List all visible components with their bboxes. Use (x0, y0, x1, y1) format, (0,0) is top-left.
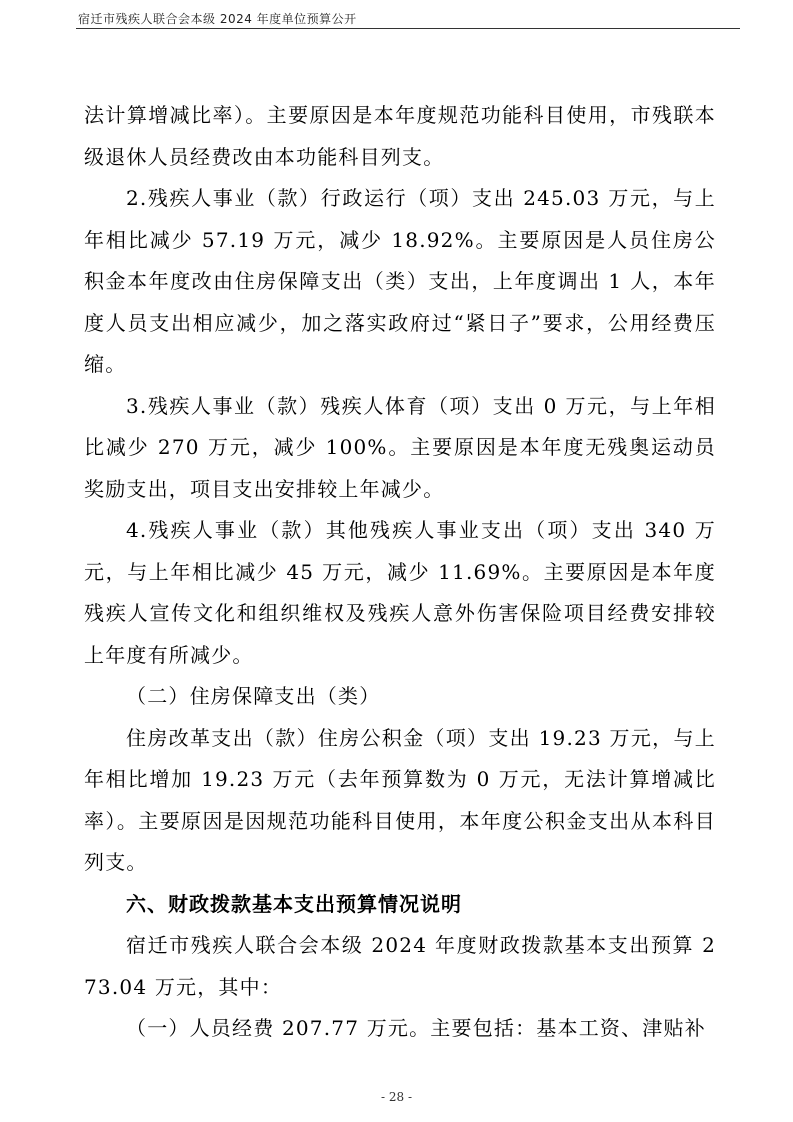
paragraph-item-4: 4.残疾人事业（款）其他残疾人事业支出（项）支出 340 万元，与上年相比减少 45 万元，减少 11.69%。主要原因是本年度残疾人宣传文化和组织维权及残疾人意外伤害保险项目经费安排较上年度有所减少。 (84, 518, 716, 667)
paragraph-personnel-expense: （一）人员经费 207.77 万元。主要包括：基本工资、津贴补 (126, 1016, 706, 1040)
header-divider (76, 28, 740, 29)
section-heading-6: 六、财政拨款基本支出预算情况说明 (126, 891, 462, 916)
paragraph-item-3: 3.残疾人事业（款）残疾人体育（项）支出 0 万元，与上年相比减少 270 万元，减少 100%。主要原因是本年度无残奥运动员奖励支出，项目支出安排较上年减少。 (84, 393, 716, 501)
page-number: - 28 - (380, 1090, 412, 1104)
document-header: 宿迁市残疾人联合会本级 2024 年度单位预算公开 (78, 12, 357, 26)
paragraph-continuation: 法计算增减比率）。主要原因是本年度规范功能科目使用，市残联本级退休人员经费改由本功能科目列支。 (84, 103, 716, 169)
paragraph-item-2: 2.残疾人事业（款）行政运行（项）支出 245.03 万元，与上年相比减少 57.19 万元，减少 18.92%。主要原因是人员住房公积金本年度改由住房保障支出（类）支出，上年度调出 1 人，本年度人员支出相应减少，加之落实政府过“紧日子”要求，公用经费压缩。 (84, 186, 716, 376)
subsection-title-housing: （二）住房保障支出（类） (126, 684, 381, 708)
paragraph-housing: 住房改革支出（款）住房公积金（项）支出 19.23 万元，与上年相比增加 19.23 万元（去年预算数为 0 万元，无法计算增减比率）。主要原因是因规范功能科目使用，本年度公积金支出从本科目列支。 (84, 725, 716, 874)
paragraph-basic-expense: 宿迁市残疾人联合会本级 2024 年度财政拨款基本支出预算 273.04 万元，其中： (84, 933, 716, 999)
document-body (84, 95, 716, 1050)
